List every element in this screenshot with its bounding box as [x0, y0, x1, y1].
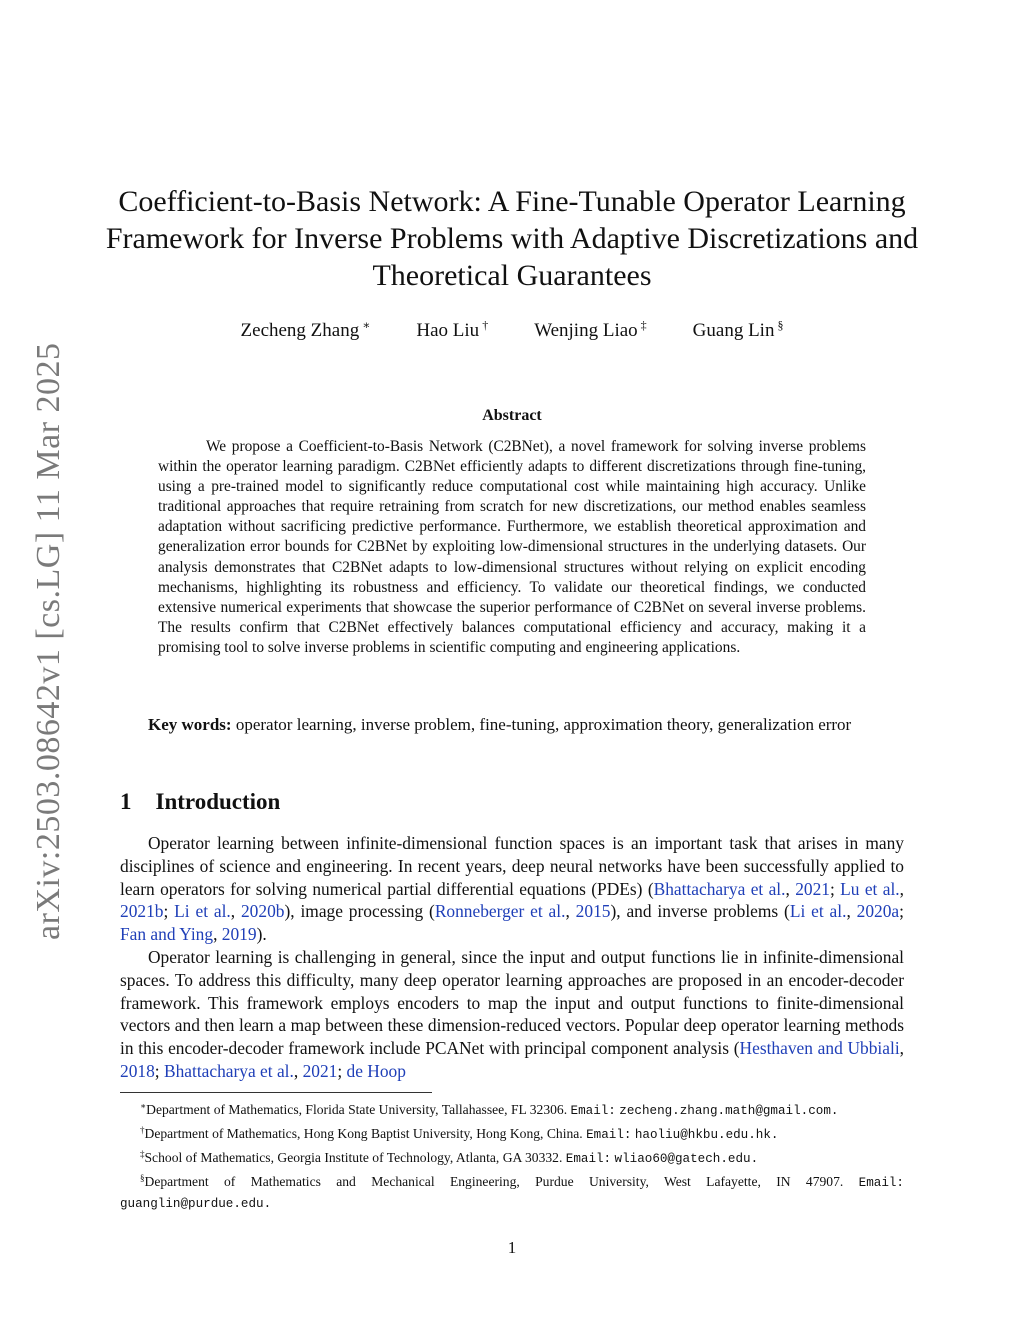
citation-link[interactable]: Lu et al.: [840, 878, 900, 899]
citation-link[interactable]: 2019: [221, 924, 257, 945]
author: Wenjing Liao ‡: [534, 318, 647, 341]
citation-link[interactable]: 2018: [120, 1060, 155, 1081]
citation-link[interactable]: Ronneberger et al.: [434, 901, 566, 922]
citation-link[interactable]: Fan and Ying: [120, 924, 214, 945]
author: Guang Lin §: [692, 318, 784, 341]
abstract-heading: Abstract: [482, 407, 542, 424]
section-number: 1: [120, 789, 132, 814]
page-number: 1: [507, 1238, 517, 1257]
paragraph: Operator learning between infinite-dimensional function spaces is an important task that arises in many disciplines of science and engineering. In recent years, deep neural networks have been successfully applied to learn operators for solving numerical partial differential equations (PDEs) (Bhattacharya et al., 2021; Lu et al., 2021b; Li et al., 2020b), image processing (Ronneberger et al., 2015), and inverse problems (Li et al., 2020a; Fan and Ying, 2019).: [120, 833, 904, 945]
keywords-label: Key words:: [148, 715, 232, 734]
keywords-text: operator learning, inverse problem, fine-tuning, approximation theory, generalization error: [235, 715, 852, 734]
author: Hao Liu †: [416, 318, 489, 341]
citation-link[interactable]: Li et al.: [789, 901, 847, 922]
footnote-divider: [120, 1092, 432, 1093]
introduction-body: [120, 832, 904, 1083]
citation-link[interactable]: 2021: [302, 1060, 338, 1081]
abstract-body: We propose a Coefficient-to-Basis Network (C2BNet), a novel framework for solving inverse problems within the operator learning paradigm. C2BNet efficiently adapts to different discretizations through fine-tuning, using a pre-trained model to significantly reduce computational cost while maintaining high accuracy. Unlike traditional approaches that require retraining from scratch for new discretizations, our method enables seamless adaptation without sacrificing predictive performance. Furthermore, we establish theoretical approximation and generalization error bounds for C2BNet by exploiting low-dimensional structures in the underlying datasets. Our analysis demonstrates that C2BNet adapts to low-dimensional structures without relying on explicit encoding mechanisms, highlighting its robustness and efficiency. To validate our theoretical findings, we conducted extensive numerical experiments that showcase the superior performance of C2BNet on several inverse problems. The results confirm that C2BNet effectively balances computational efficiency and accuracy, making it a promising tool to solve inverse problems in scientific computing and engineering applications.: [158, 438, 866, 656]
keywords: [120, 714, 904, 736]
email-address[interactable]: guanglin@purdue.edu.: [120, 1197, 272, 1211]
citation-link[interactable]: Hesthaven and Ubbiali: [739, 1038, 900, 1059]
arxiv-identifier: arXiv:2503.08642v1 [cs.LG] 11 Mar 2025: [30, 342, 67, 940]
section-title: Introduction: [155, 789, 281, 814]
author: Zecheng Zhang ∗: [240, 318, 371, 341]
citation-link[interactable]: 2020b: [240, 901, 285, 922]
section-heading: [120, 789, 280, 815]
citation-link[interactable]: 2020a: [856, 901, 900, 922]
citation-link[interactable]: Bhattacharya et al.: [163, 1060, 294, 1081]
citation-link[interactable]: de Hoop: [346, 1060, 406, 1081]
email-address[interactable]: haoliu@hkbu.edu.hk.: [634, 1128, 779, 1142]
citation-link[interactable]: 2015: [575, 901, 611, 922]
paper-title: Coefficient-to-Basis Network: A Fine-Tunable Operator Learning Framework for Inverse Problems with Adaptive Discretizations and Theoretical Guarantees: [105, 185, 919, 292]
email-address[interactable]: wliao60@gatech.edu.: [614, 1152, 759, 1166]
footnotes: [120, 1097, 904, 1214]
footnote: †Department of Mathematics, Hong Kong Baptist University, Hong Kong, China. Email: haoliu@hkbu.edu.hk.: [140, 1125, 779, 1142]
footnote: ‡School of Mathematics, Georgia Institute of Technology, Atlanta, GA 30332. Email: wliao60@gatech.edu.: [140, 1149, 759, 1166]
footnote: §Department of Mathematics and Mechanical Engineering, Purdue University, West Lafayette, IN 47907. Email: guanglin@purdue.edu.: [120, 1173, 904, 1211]
paragraph: Operator learning is challenging in general, since the input and output functions lie in infinite-dimensional spaces. To address this difficulty, many deep operator learning approaches are proposed in an encoder-decoder framework. This framework employs encoders to map the input and output functions to finite-dimensional vectors and then learn a map between these dimension-reduced vectors. Popular deep operator learning methods in this encoder-decoder framework include PCANet with principal component analysis (Hesthaven and Ubbiali, 2018; Bhattacharya et al., 2021; de Hoop: [120, 946, 905, 1081]
citation-link[interactable]: 2021: [795, 878, 830, 899]
email-address[interactable]: zecheng.zhang.math@gmail.com.: [619, 1104, 839, 1118]
author-list: [120, 318, 904, 342]
footnote: ∗Department of Mathematics, Florida State University, Tallahassee, FL 32306. Email: zecheng.zhang.math@gmail.com.: [140, 1101, 839, 1118]
citation-link[interactable]: 2021b: [120, 901, 164, 922]
citation-link[interactable]: Bhattacharya et al.: [653, 878, 786, 899]
citation-link[interactable]: Li et al.: [174, 901, 231, 922]
